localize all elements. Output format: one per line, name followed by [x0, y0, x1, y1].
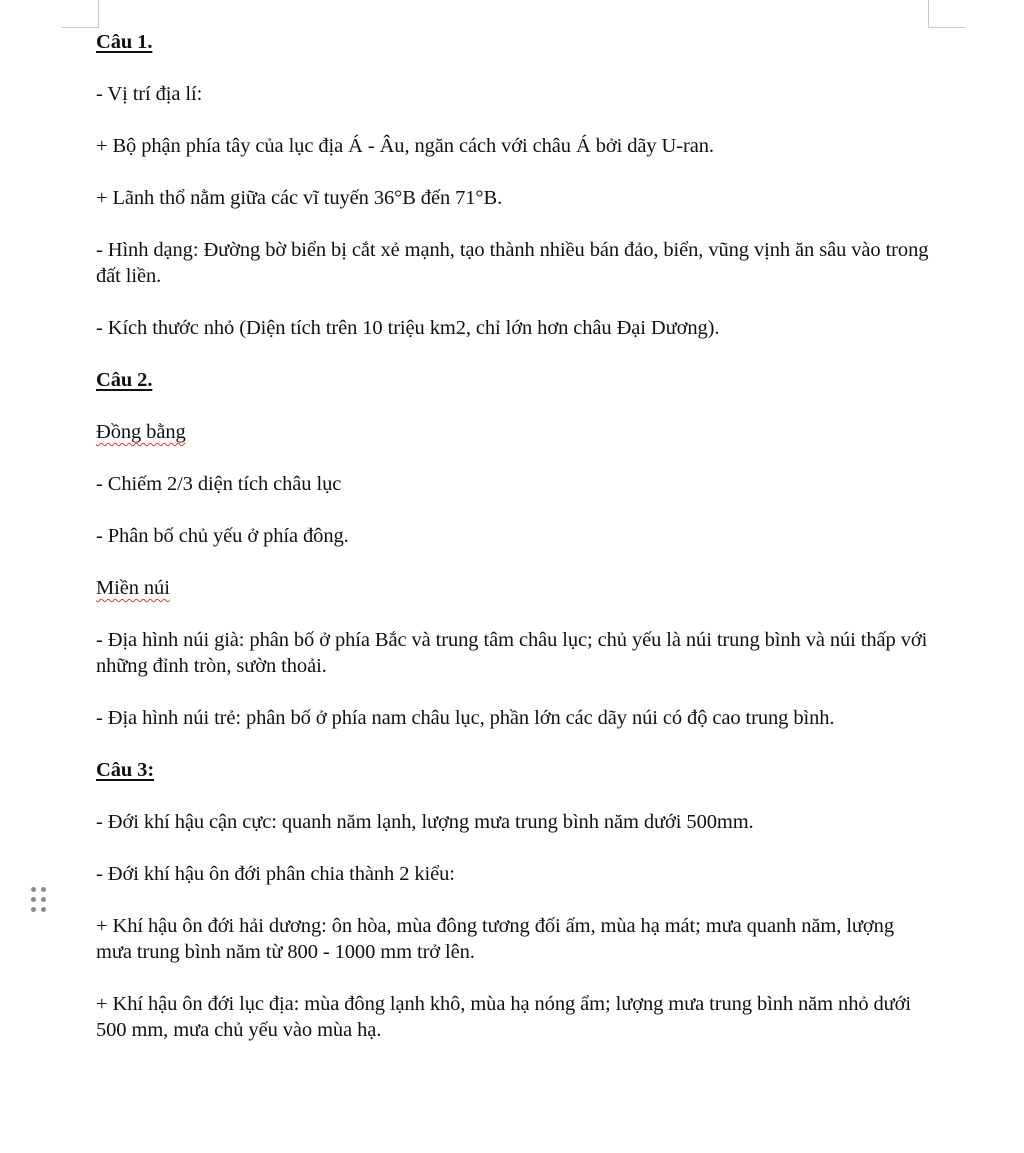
paragraph: + Khí hậu ôn đới lục địa: mùa đông lạnh khô, mùa hạ nóng ẩm; lượng mưa trung bình năm nhỏ dưới 500 mm, mưa chủ yếu vào mùa hạ. [96, 993, 912, 1041]
paragraph: - Đới khí hậu ôn đới phân chia thành 2 kiểu: [96, 863, 455, 885]
paragraph: + Bộ phận phía tây của lục địa Á - Âu, ngăn cách với châu Á bởi dãy U-ran. [96, 135, 714, 157]
heading-cau-1: Câu 1. [96, 31, 153, 53]
drag-handle-icon[interactable] [31, 887, 47, 917]
paragraph: - Vị trí địa lí: [96, 83, 203, 105]
document-body[interactable] [96, 29, 930, 1069]
paragraph: + Khí hậu ôn đới hải dương: ôn hòa, mùa đông tương đối ấm, mùa hạ mát; mưa quanh năm, lượng mưa trung bình năm từ 800 - 1000 mm trở lên. [96, 915, 894, 963]
heading-cau-3: Câu 3: [96, 759, 155, 781]
heading-cau-2: Câu 2. [96, 369, 153, 391]
subheading-mien-nui: Miền núi [96, 577, 170, 599]
paragraph: - Đới khí hậu cận cực: quanh năm lạnh, lượng mưa trung bình năm dưới 500mm. [96, 811, 754, 833]
page-corner-mark-right [928, 0, 965, 28]
paragraph: - Kích thước nhỏ (Diện tích trên 10 triệu km2, chỉ lớn hơn châu Đại Dương). [96, 317, 720, 339]
page-corner-mark-left [62, 0, 99, 28]
paragraph: + Lãnh thổ nằm giữa các vĩ tuyến 36°B đến 71°B. [96, 187, 503, 209]
paragraph: - Hình dạng: Đường bờ biển bị cắt xẻ mạnh, tạo thành nhiều bán đảo, biển, vũng vịnh ăn sâu vào trong đất liền. [96, 239, 929, 287]
subheading-dong-bang: Đồng bằng [96, 421, 186, 443]
paragraph: - Phân bố chủ yếu ở phía đông. [96, 525, 349, 547]
paragraph: - Chiếm 2/3 diện tích châu lục [96, 473, 342, 495]
paragraph: - Địa hình núi già: phân bố ở phía Bắc và trung tâm châu lục; chủ yếu là núi trung bình và núi thấp với những đỉnh tròn, sườn thoải. [96, 629, 928, 677]
paragraph: - Địa hình núi trẻ: phân bố ở phía nam châu lục, phần lớn các dãy núi có độ cao trung bình. [96, 707, 835, 729]
